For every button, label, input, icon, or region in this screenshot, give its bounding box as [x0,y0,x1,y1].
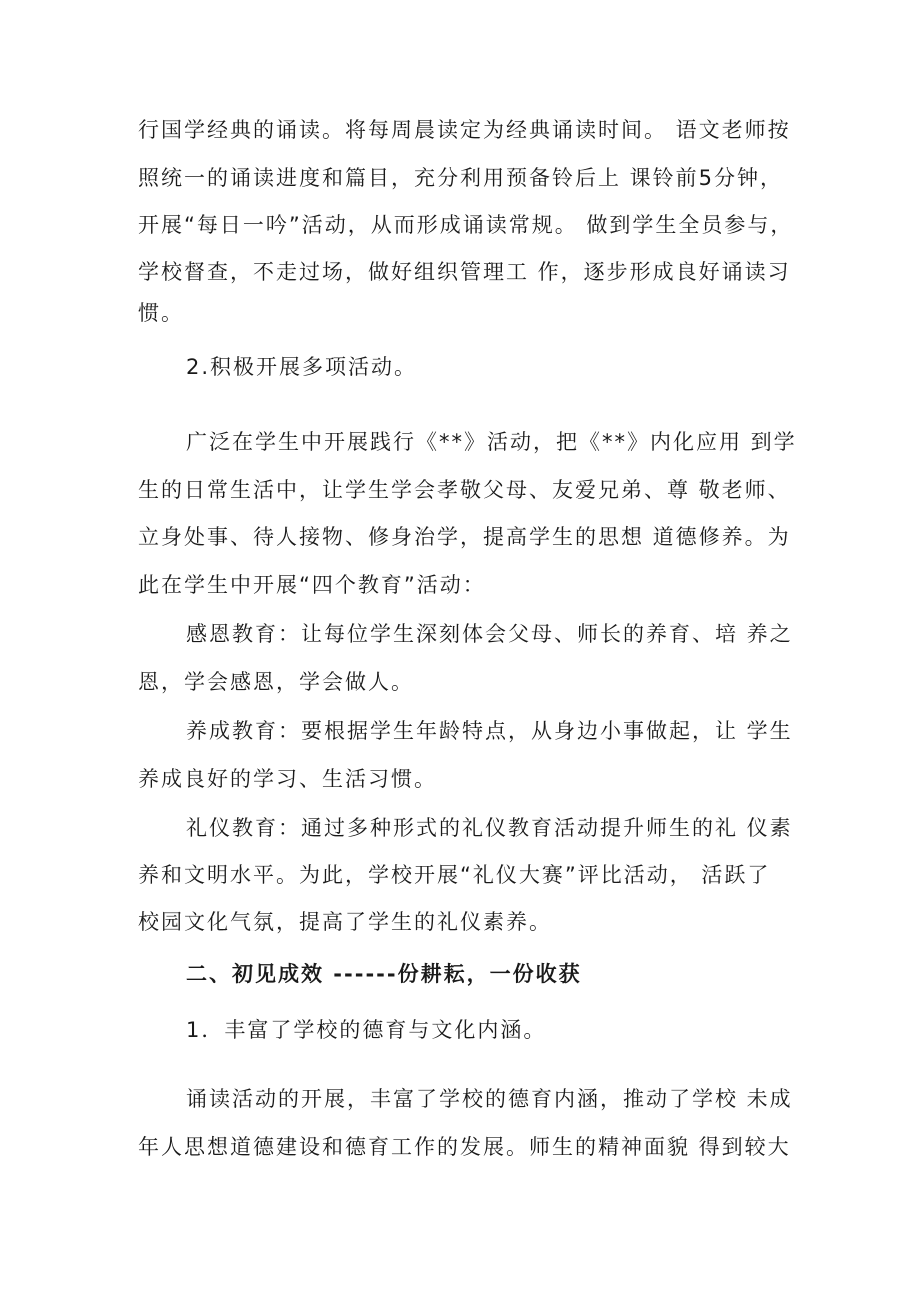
body-text-line: 开展“每日一吟”活动，从而形成诵读常规。 做到学生全员参与， [138,213,794,237]
subheading-enrich: 1．丰富了学校的德育与文化内涵。 [186,1018,547,1042]
body-text-line: 诵读活动的开展，丰富了学校的德育内涵，推动了学校 未成 [186,1087,793,1111]
body-text-line: 行国学经典的诵读。将每周晨读定为经典诵读时间。 语文老师按 [138,118,791,142]
body-text-line: 此在学生中开展“四个教育”活动： [138,573,486,597]
body-text-line: 养和文明水平。为此，学校开展“礼仪大赛”评比活动， 活跃了 [138,863,771,887]
subheading-activities: 2.积极开展多项活动。 [186,355,418,379]
body-text-line: 校园文化气氛，提高了学生的礼仪素养。 [138,910,552,934]
body-text-line: 感恩教育：让每位学生深刻体会父母、师长的养育、培 养之 [186,622,793,646]
body-text-line: 礼仪教育：通过多种形式的礼仪教育活动提升师生的礼 仪素 [186,816,793,840]
body-text-line: 养成教育：要根据学生年龄特点，从身边小事做起，让 学生 [186,719,793,743]
body-text-line: 年人思想道德建设和德育工作的发展。师生的精神面貌 得到较大 [138,1135,791,1159]
body-text-line: 照统一的诵读进度和篇目，充分利用预备铃后上 课铃前5分钟， [138,166,784,190]
body-text-line: 惯。 [138,301,184,325]
body-text-line: 学校督查，不走过场，做好组织管理工 作，逐步形成良好诵读习 [138,260,791,284]
body-text-line: 立身处事、待人接物、修身治学，提高学生的思想 道德修养。为 [138,525,791,549]
body-text-line: 恩，学会感恩，学会做人。 [138,670,414,694]
body-text-line: 生的日常生活中，让学生学会孝敬父母、友爱兄弟、尊 敬老师、 [138,478,791,502]
body-text-line: 广泛在学生中开展践行《**》活动，把《**》内化应用 到学 [186,430,797,454]
section-heading: 二、初见成效 ------份耕耘，一份收获 [186,962,582,986]
body-text-line: 养成良好的学习、生活习惯。 [138,767,437,791]
